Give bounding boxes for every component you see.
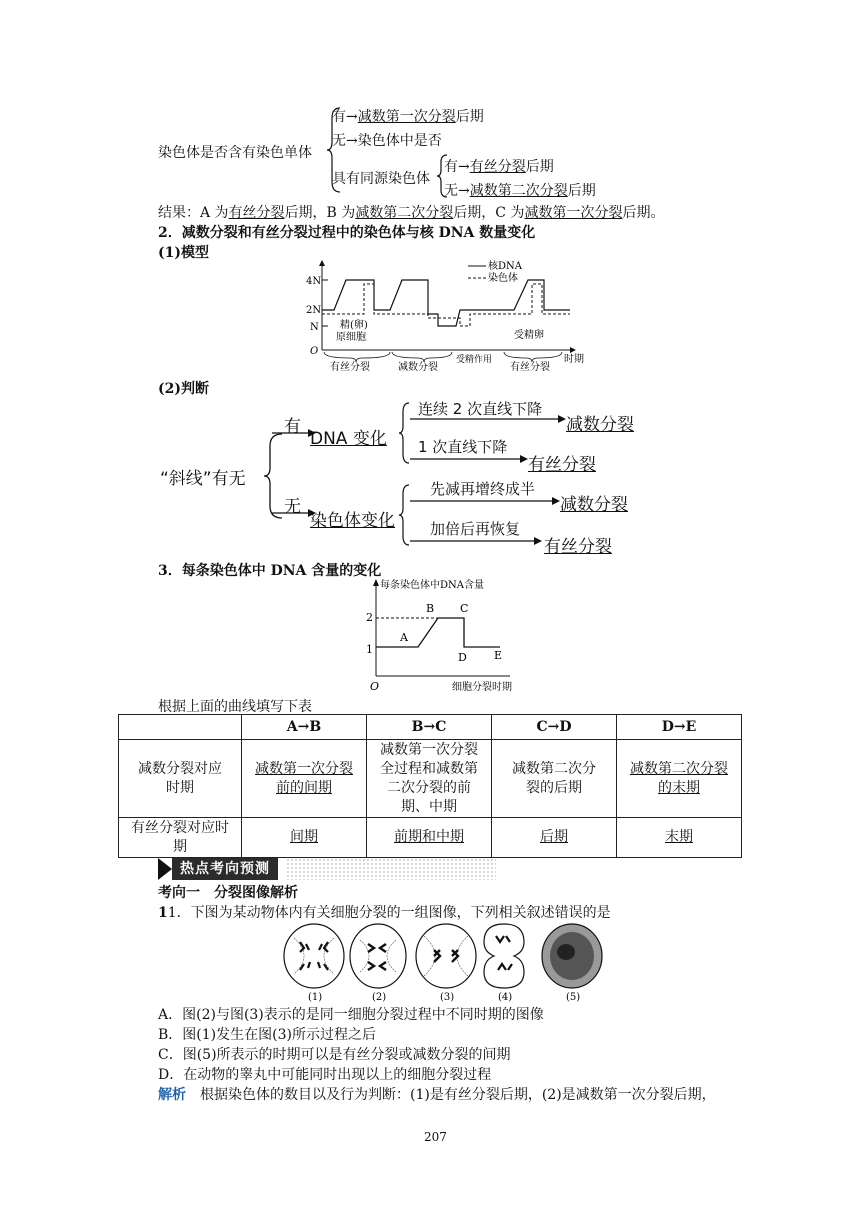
fig-label-1: (1) — [308, 992, 323, 1002]
table-header-ab: A→B — [242, 715, 367, 740]
table-header-de: D→E — [616, 715, 741, 740]
banner-arrow-icon — [158, 858, 172, 880]
point-label-b: B — [426, 602, 435, 615]
table-cell: 后期 — [539, 829, 568, 845]
judge-label: (2)判断 — [158, 381, 209, 397]
cell-division-figures — [282, 922, 612, 1002]
table-caption: 根据上面的曲线填写下表 — [158, 699, 312, 715]
arrow-c2 — [408, 454, 530, 464]
section-3-heading: 3．每条染色体中 DNA 含量的变化 — [158, 563, 382, 579]
table-cell: 末期 — [664, 829, 693, 845]
question-stem: 11．下图为某动物体内有关细胞分裂的一组图像，下列相关叙述错误的是 — [158, 905, 611, 921]
y-tick-1: 1 — [366, 643, 373, 656]
x-label-fertilization: 受精作用 — [456, 355, 493, 365]
result-line: 结果：A 为有丝分裂后期，B 为减数第二次分裂后期，C 为减数第一次分裂后期。 — [158, 205, 665, 221]
origin-label: O — [310, 346, 319, 357]
model-chart — [300, 258, 600, 374]
table-row-label: 减数分裂对应时期 — [119, 740, 242, 818]
legend-chromosome: 染色体 — [488, 273, 518, 284]
point-label-a: A — [400, 631, 408, 644]
legend-dna: 核DNA — [488, 261, 522, 272]
tree-branch-3: 具有同源染色体 — [332, 171, 430, 187]
judge-c3: 先减再增终成半 — [430, 480, 536, 498]
chart-origin: O — [370, 680, 380, 693]
cell-figure-3 — [416, 924, 476, 988]
fig-label-3: (3) — [440, 992, 455, 1002]
arrow-c4 — [408, 536, 544, 546]
table-cell: 减数第一次分裂全过程和减数第二次分裂的前期、中期 — [366, 740, 491, 818]
table-cell: 减数第二次分裂的后期 — [492, 740, 617, 818]
table-row — [119, 818, 742, 858]
y-label-n: N — [310, 322, 319, 333]
y-tick-2: 2 — [366, 611, 373, 624]
model-label: (1)模型 — [158, 245, 209, 261]
judge-c1: 连续 2 次直线下降 — [418, 400, 543, 418]
table-cell: 减数第一次分裂前的间期 — [255, 760, 353, 796]
cell-figure-4 — [484, 924, 524, 988]
hot-topic-banner: 热点考向预测 — [172, 858, 278, 880]
tree-sub-1: 有→有丝分裂后期 — [444, 159, 554, 175]
label-cell: 精(卵) — [340, 320, 368, 331]
cell-figure-5 — [542, 924, 602, 988]
question-direction: 考向一 分裂图像解析 — [158, 885, 298, 901]
tree-sub-2: 无→减数第二次分裂后期 — [444, 183, 596, 199]
table-cell: 减数第二次分裂的末期 — [629, 760, 728, 796]
point-label-c: C — [460, 602, 469, 615]
option-c: C．图(5)所表示的时期可以是有丝分裂或减数分裂的间期 — [158, 1047, 511, 1063]
option-b: B．图(1)发生在图(3)所示过程之后 — [158, 1027, 376, 1043]
label-cell-2: 原细胞 — [336, 332, 366, 343]
fig-label-4: (4) — [498, 992, 513, 1002]
judge-c2: 1 次直线下降 — [418, 438, 508, 456]
banner-dots — [286, 858, 496, 880]
table-row-label: 有丝分裂对应时期 — [119, 818, 242, 858]
judge-wu: 无 — [284, 497, 301, 517]
analysis-label: 解析 — [158, 1087, 186, 1103]
judge-chromosome: 染色体变化 — [310, 511, 395, 531]
dna-content-chart — [360, 576, 560, 694]
fig-label-5: (5) — [566, 992, 581, 1002]
chart-xlabel: 细胞分裂时期 — [452, 682, 512, 693]
chart-ylabel: 每条染色体中DNA含量 — [380, 580, 484, 591]
table-cell: 间期 — [290, 829, 318, 845]
tree-branch-1: 有→减数第一次分裂后期 — [332, 109, 484, 125]
x-label-mitosis-2: 有丝分裂 — [510, 362, 550, 373]
judge-r3: 减数分裂 — [560, 495, 628, 515]
y-label-2n: 2N — [306, 305, 322, 316]
period-table — [118, 714, 742, 858]
table-header-empty — [119, 715, 242, 740]
judge-you: 有 — [284, 417, 301, 437]
cell-figure-1 — [284, 924, 344, 988]
judge-r1: 减数分裂 — [566, 415, 634, 435]
label-zygote: 受精卵 — [514, 330, 544, 341]
table-header-bc: B→C — [366, 715, 491, 740]
table-cell: 前期和中期 — [393, 829, 464, 845]
arrow-c3 — [408, 496, 562, 506]
option-d: D．在动物的睾丸中可能同时出现以上的细胞分裂过程 — [158, 1067, 492, 1083]
y-label-4n: 4N — [306, 276, 322, 287]
x-label-time: 时期 — [564, 354, 584, 365]
judge-c4: 加倍后再恢复 — [430, 520, 521, 538]
point-label-e: E — [494, 649, 503, 662]
table-header-row — [119, 715, 742, 740]
analysis: 解析 根据染色体的数目以及行为判断：(1)是有丝分裂后期，(2)是减数第一次分裂后期， — [158, 1087, 716, 1103]
judge-r4: 有丝分裂 — [544, 537, 612, 557]
table-header-cd: C→D — [492, 715, 617, 740]
page-number: 207 — [424, 1130, 447, 1144]
tree-root: 染色体是否含有染色单体 — [158, 145, 312, 161]
arrow-c1 — [408, 414, 568, 424]
dna-curve-line — [376, 618, 500, 647]
tree-branch-2: 无→染色体中是否 — [332, 133, 442, 149]
section-2-heading: 2．减数分裂和有丝分裂过程中的染色体与核 DNA 数量变化 — [158, 225, 536, 241]
judge-dna: DNA 变化 — [310, 429, 387, 449]
judge-r2: 有丝分裂 — [528, 455, 596, 475]
table-row — [119, 740, 742, 818]
point-label-d: D — [458, 651, 467, 664]
cell-figure-2 — [350, 924, 406, 988]
option-a: A．图(2)与图(3)表示的是同一细胞分裂过程中不同时期的图像 — [158, 1007, 544, 1023]
x-label-mitosis-1: 有丝分裂 — [330, 362, 370, 373]
judge-root: “斜线”有无 — [160, 469, 246, 489]
x-label-meiosis: 减数分裂 — [398, 362, 438, 373]
fig-label-2: (2) — [372, 992, 387, 1002]
